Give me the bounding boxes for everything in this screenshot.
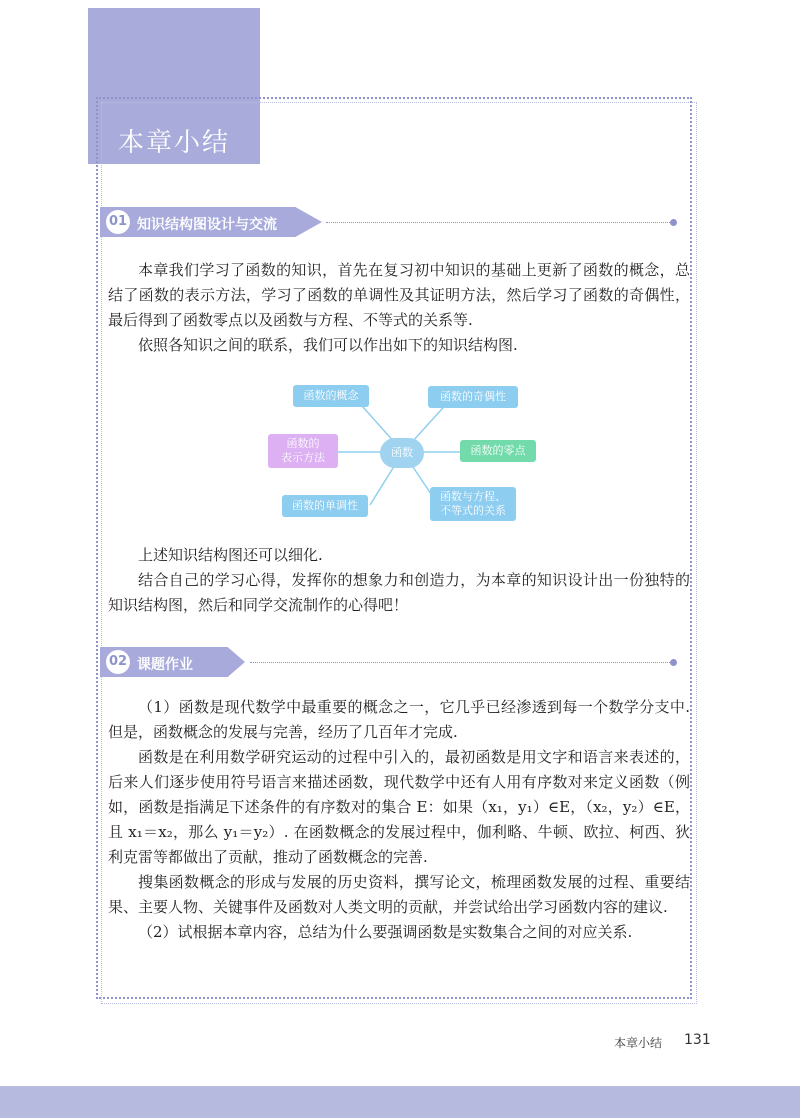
section-1-body-continued xyxy=(108,543,690,618)
section-2-item-1-paragraph-1: （1）函数是现代数学中最重要的概念之一，它几乎已经渗透到每一个数学分支中. 但是，函数概念的发展与完善，经历了几百年才完成. xyxy=(108,698,690,741)
section-2-item-1-paragraph-3: 搜集函数概念的形成与发展的历史资料，撰写论文，梳理函数发展的过程、重要结果、主要人物、关键事件及函数对人类文明的贡献，并尝试给出学习函数内容的建议. xyxy=(108,873,690,916)
section-1-number: 01 xyxy=(106,210,130,234)
section-2-body xyxy=(108,695,690,945)
section-2-divider-dot xyxy=(670,659,677,666)
diagram-node-parity: 函数的奇偶性 xyxy=(428,386,518,408)
diagram-node-equation-line2: 不等式的关系 xyxy=(440,504,506,517)
section-1-paragraph-2: 依照各知识之间的联系，我们可以作出如下的知识结构图. xyxy=(138,336,518,354)
section-1-body xyxy=(108,258,690,358)
chapter-title: 本章小结 xyxy=(118,128,231,158)
section-2-number: 02 xyxy=(106,650,130,674)
footer-chapter-label: 本章小结 xyxy=(614,1036,663,1050)
section-2-item-2: （2）试根据本章内容，总结为什么要强调函数是实数集合之间的对应关系. xyxy=(138,923,633,941)
diagram-node-center: 函数 xyxy=(380,438,424,468)
diagram-node-zero: 函数的零点 xyxy=(460,440,536,462)
diagram-node-monotonicity: 函数的单调性 xyxy=(282,495,368,517)
diagram-node-representation xyxy=(268,434,338,468)
footer-page-number: 131 xyxy=(684,1032,711,1048)
section-1-title: 知识结构图设计与交流 xyxy=(137,217,277,233)
diagram-node-equation xyxy=(430,487,516,521)
section-1-paragraph-3: 上述知识结构图还可以细化. xyxy=(138,546,323,564)
section-2-title: 课题作业 xyxy=(137,657,193,673)
section-1-paragraph-4: 结合自己的学习心得，发挥你的想象力和创造力，为本章的知识设计出一份独特的知识结构图，然后和同学交流制作的心得吧！ xyxy=(108,571,690,614)
section-1-paragraph-1: 本章我们学习了函数的知识，首先在复习初中知识的基础上更新了函数的概念，总结了函数的表示方法，学习了函数的单调性及其证明方法，然后学习了函数的奇偶性，最后得到了函数零点以及函数与方程、不等式的关系等. xyxy=(108,261,690,329)
diagram-node-representation-line2: 表示方法 xyxy=(281,451,325,464)
section-1-divider xyxy=(326,222,672,223)
diagram-node-representation-line1: 函数的 xyxy=(286,437,320,450)
diagram-node-concept: 函数的概念 xyxy=(293,385,369,407)
section-2-divider xyxy=(250,662,672,663)
footer-bar xyxy=(0,1086,800,1118)
section-2-item-1-paragraph-2: 函数是在利用数学研究运动的过程中引入的，最初函数是用文字和语言来表述的，后来人们逐步使用符号语言来描述函数，现代数学中还有人用有序数对来定义函数（例如，函数是指满足下述条件的有序数对的集合 E：如果（x₁，y₁）∈E，（x₂，y₂）∈E，且 x₁＝x₂，那么 y₁＝y₂）. 在函数概念的发展过程中，伽利略、牛顿、欧拉、柯西、狄利克雷等都做出了贡献，推动了函数概念的完善. xyxy=(108,748,690,866)
diagram-node-equation-line1: 函数与方程、 xyxy=(440,490,506,503)
section-1-divider-dot xyxy=(670,219,677,226)
